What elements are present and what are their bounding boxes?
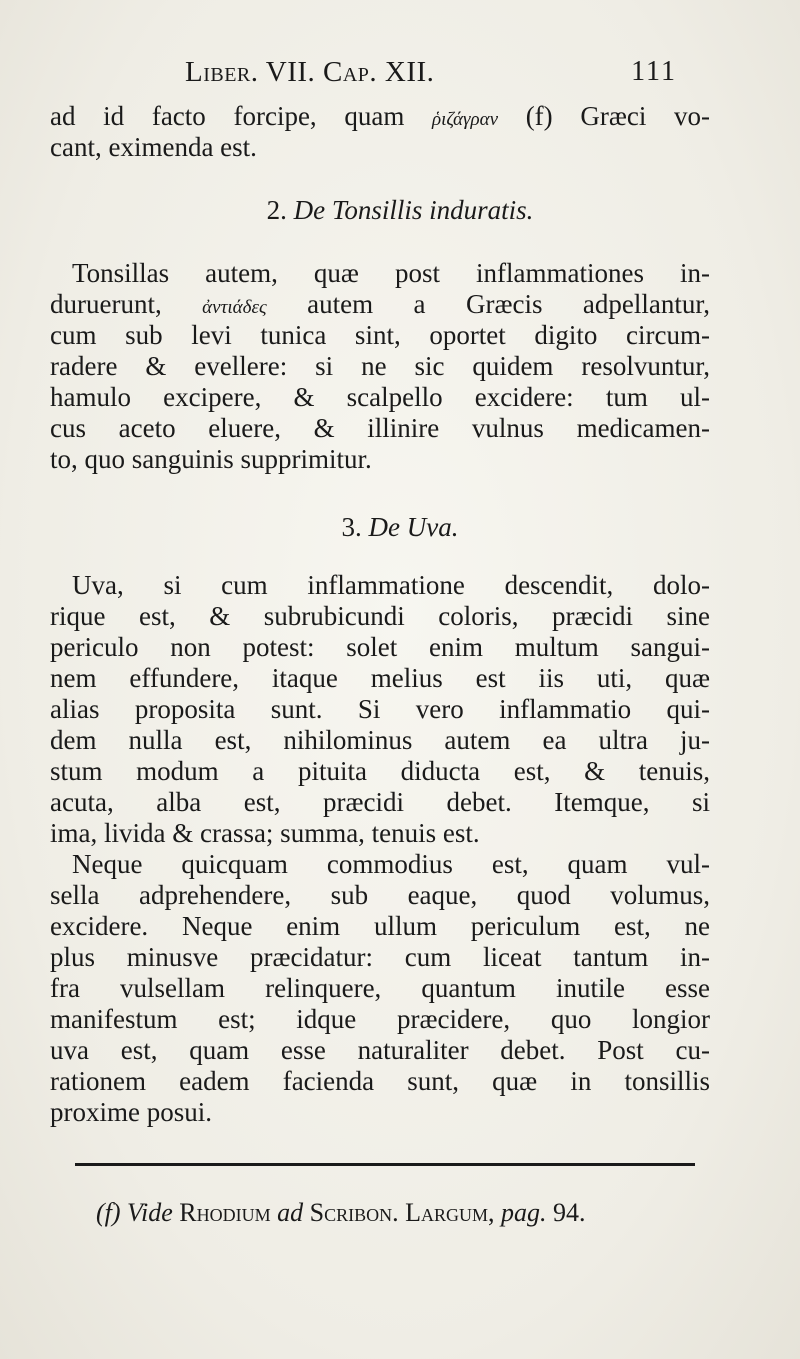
text-line: acuta, alba est, præcidi debet. Itemque, si: [50, 787, 710, 817]
section-heading-tonsillis: [0, 195, 800, 226]
heading-title: De Uva.: [368, 512, 459, 542]
text-line: nem effundere, itaque melius est iis uti, quæ: [50, 663, 710, 693]
text-line: proxime posui.: [50, 1097, 212, 1127]
footnote-page-number: 94.: [552, 1198, 586, 1227]
text-line: Tonsillas autem, quæ post inflammationes in-: [72, 258, 710, 288]
page-header: [185, 56, 677, 92]
text-line: sella adprehendere, sub eaque, quod volumus,: [50, 880, 710, 910]
text-line: dem nulla est, nihilominus autem ea ultra ju-: [50, 725, 710, 755]
footnote-rule: [75, 1163, 695, 1166]
footnote-author: Rhodium: [179, 1198, 271, 1227]
footnote-vide: Vide: [127, 1198, 173, 1227]
heading-number: 3.: [341, 512, 362, 542]
text-line: uva est, quam esse naturaliter debet. Post cu-: [50, 1035, 710, 1065]
paragraph-uva: [50, 570, 710, 1128]
footnote-ad: ad: [277, 1198, 304, 1227]
text-line: excidere. Neque enim ullum periculum est, ne: [50, 911, 710, 941]
text-line: to, quo sanguinis supprimitur.: [50, 444, 372, 474]
text-line: ima, livida & crassa; summa, tenuis est.: [50, 818, 480, 848]
text-line: fra vulsellam relinquere, quantum inutile esse: [50, 973, 710, 1003]
page-number: 111: [631, 56, 677, 87]
text-line: cus aceto eluere, & illinire vulnus medicamen-: [50, 413, 710, 443]
text-line: hamulo excipere, & scalpello excidere: tum ul-: [50, 382, 710, 412]
text-line: stum modum a pituita diducta est, & tenuis,: [50, 756, 710, 786]
text-line: cum sub levi tunica sint, oportet digito circum-: [50, 320, 710, 350]
text-line: ad id facto forcipe, quam ῥιζάγραν (f) Græci vo-: [50, 101, 710, 131]
footnote-pag: pag.: [500, 1198, 547, 1227]
running-head: Liber. VII. Cap. XII.: [185, 56, 435, 88]
text-line: radere & evellere: si ne sic quidem resolvuntur,: [50, 351, 710, 381]
text-line: cant, eximenda est.: [50, 132, 257, 162]
greek-word: ἀντιάδες: [202, 297, 267, 318]
footnote-marker: (f): [96, 1198, 121, 1227]
greek-word: ῥιζάγραν: [432, 109, 499, 130]
heading-number: 2.: [266, 195, 287, 225]
text-line: periculo non potest: solet enim multum sangui-: [50, 632, 710, 662]
text-line: rique est, & subrubicundi coloris, præcidi sine: [50, 601, 710, 631]
text-line: alias proposita sunt. Si vero inflammatio qui-: [50, 694, 710, 724]
text-line: Neque quicquam commodius est, quam vul-: [72, 849, 710, 879]
footnote: (f) Vide Rhodium ad Scribon. Largum, pag. 94.: [96, 1198, 586, 1227]
paragraph-tonsillis: [50, 258, 710, 475]
text-line: duruerunt, ἀντιάδες autem a Græcis adpellantur,: [50, 289, 711, 319]
text-line: Uva, si cum inflammatione descendit, dolo-: [72, 570, 710, 600]
intro-paragraph: [50, 101, 710, 163]
text-line: plus minusve præcidatur: cum liceat tantum in-: [50, 942, 710, 972]
heading-title: De Tonsillis induratis.: [293, 195, 534, 225]
text-line: manifestum est; idque præcidere, quo longior: [50, 1004, 710, 1034]
footnote-work: Scribon. Largum: [309, 1198, 488, 1227]
text-line: rationem eadem facienda sunt, quæ in tonsillis: [50, 1066, 710, 1096]
section-heading-uva: [0, 512, 800, 543]
